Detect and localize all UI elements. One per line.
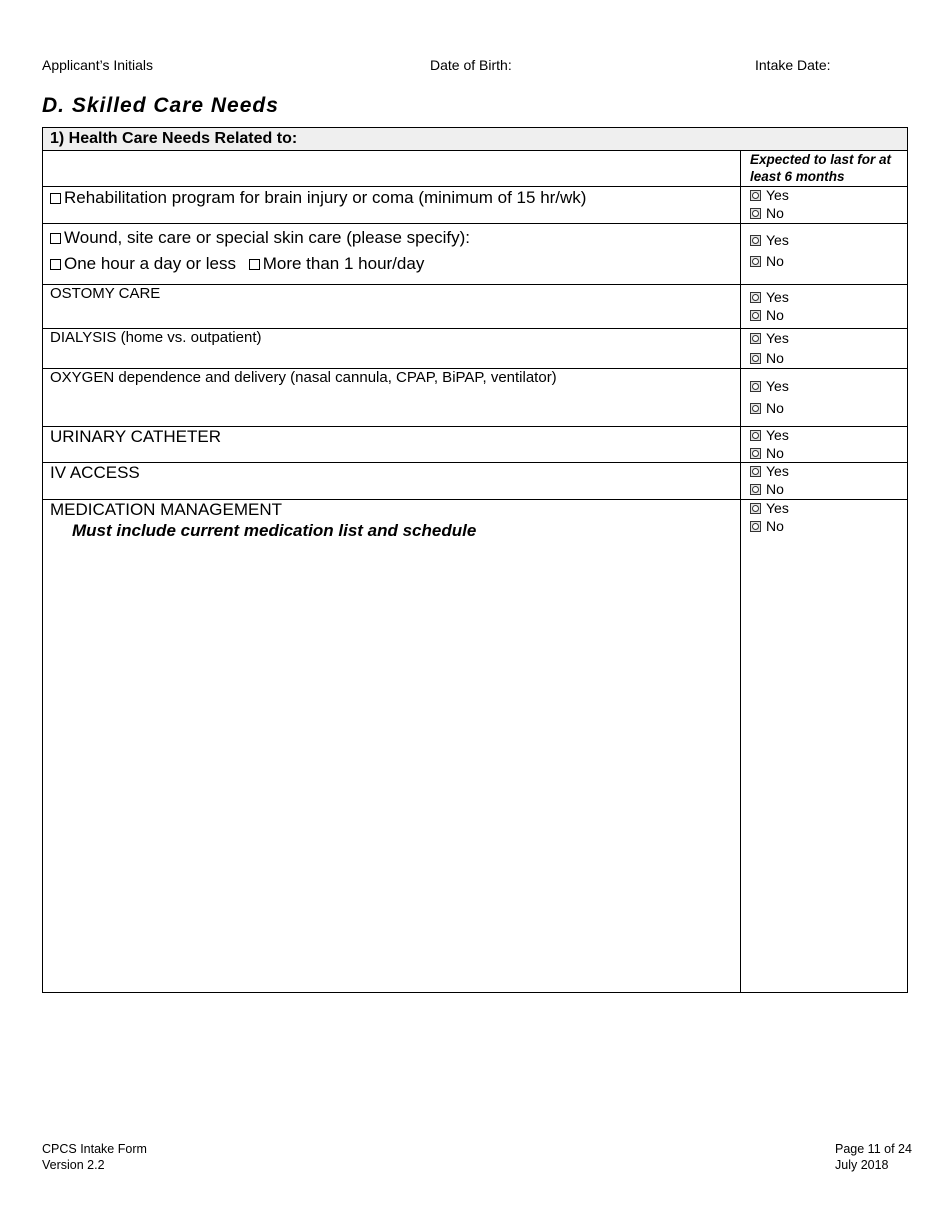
- rehab-no-label: No: [766, 205, 784, 221]
- table-heading: 1) Health Care Needs Related to:: [50, 130, 298, 147]
- wound-more-hour-checkbox[interactable]: [249, 259, 260, 270]
- table-row-iv: [43, 463, 907, 500]
- wound-one-hour-label: One hour a day or less: [64, 254, 236, 273]
- wound-checkbox[interactable]: [50, 233, 61, 244]
- medication-note: Must include current medication list and schedule: [72, 521, 477, 540]
- table-row-dialysis: [43, 329, 907, 369]
- dialysis-no-label: No: [766, 350, 784, 366]
- iv-no-radio[interactable]: [750, 484, 761, 495]
- wound-more-hour-label: More than 1 hour/day: [262, 254, 425, 273]
- iv-no-label: No: [766, 481, 784, 497]
- wound-yes-radio[interactable]: [750, 235, 761, 246]
- oxygen-label: OXYGEN dependence and delivery (nasal cannula, CPAP, BiPAP, ventilator): [50, 369, 557, 386]
- dialysis-label: DIALYSIS (home vs. outpatient): [50, 329, 262, 346]
- section-title: D. Skilled Care Needs: [42, 94, 279, 117]
- intake-date-label: Intake Date:: [755, 57, 831, 73]
- catheter-no-label: No: [766, 445, 784, 461]
- medication-label: MEDICATION MANAGEMENT: [50, 500, 283, 519]
- rehab-yes-radio[interactable]: [750, 190, 761, 201]
- ostomy-label: OSTOMY CARE: [50, 285, 161, 302]
- rehab-no-radio[interactable]: [750, 208, 761, 219]
- ostomy-no-label: No: [766, 307, 784, 323]
- applicant-initials-label: Applicant’s Initials: [42, 57, 154, 73]
- table-row-wound: [43, 224, 907, 285]
- oxygen-no-radio[interactable]: [750, 403, 761, 414]
- footer-version: Version 2.2: [42, 1158, 105, 1172]
- table-row-catheter: [43, 427, 907, 463]
- catheter-label: URINARY CATHETER: [50, 427, 221, 446]
- dialysis-no-radio[interactable]: [750, 353, 761, 364]
- footer-right: [835, 1141, 912, 1173]
- medication-no-radio[interactable]: [750, 521, 761, 532]
- footer-page-number: Page 11 of 24: [835, 1142, 912, 1156]
- oxygen-yes-label: Yes: [766, 378, 789, 394]
- catheter-no-radio[interactable]: [750, 448, 761, 459]
- iv-label: IV ACCESS: [50, 463, 140, 482]
- rehab-yes-label: Yes: [766, 187, 789, 203]
- oxygen-no-label: No: [766, 400, 784, 416]
- expected-duration-header: Expected to last for at least 6 months: [750, 152, 892, 184]
- iv-yes-label: Yes: [766, 463, 789, 479]
- wound-no-radio[interactable]: [750, 256, 761, 267]
- medication-yes-radio[interactable]: [750, 503, 761, 514]
- footer-date: July 2018: [835, 1158, 889, 1172]
- table-row-rehab: [43, 187, 907, 224]
- date-of-birth-label: Date of Birth:: [430, 57, 512, 73]
- ostomy-no-radio[interactable]: [750, 310, 761, 321]
- footer-form-name: CPCS Intake Form: [42, 1142, 147, 1156]
- rehab-label: Rehabilitation program for brain injury or coma (minimum of 15 hr/wk): [64, 188, 587, 207]
- wound-label: Wound, site care or special skin care (please specify):: [64, 228, 470, 247]
- wound-yes-label: Yes: [766, 232, 789, 248]
- dialysis-yes-label: Yes: [766, 330, 789, 346]
- table-row-medication: [43, 500, 907, 992]
- iv-yes-radio[interactable]: [750, 466, 761, 477]
- catheter-yes-radio[interactable]: [750, 430, 761, 441]
- medication-yes-label: Yes: [766, 500, 789, 516]
- footer-left: [42, 1141, 147, 1173]
- catheter-yes-label: Yes: [766, 427, 789, 443]
- rehab-checkbox[interactable]: [50, 193, 61, 204]
- oxygen-yes-radio[interactable]: [750, 381, 761, 392]
- table-heading-row: [43, 128, 907, 151]
- wound-one-hour-checkbox[interactable]: [50, 259, 61, 270]
- wound-no-label: No: [766, 253, 784, 269]
- column-header-row: [43, 151, 907, 187]
- health-care-needs-table: [42, 127, 908, 993]
- table-row-oxygen: [43, 369, 907, 427]
- ostomy-yes-label: Yes: [766, 289, 789, 305]
- ostomy-yes-radio[interactable]: [750, 292, 761, 303]
- table-row-ostomy: [43, 285, 907, 329]
- medication-no-label: No: [766, 518, 784, 534]
- dialysis-yes-radio[interactable]: [750, 333, 761, 344]
